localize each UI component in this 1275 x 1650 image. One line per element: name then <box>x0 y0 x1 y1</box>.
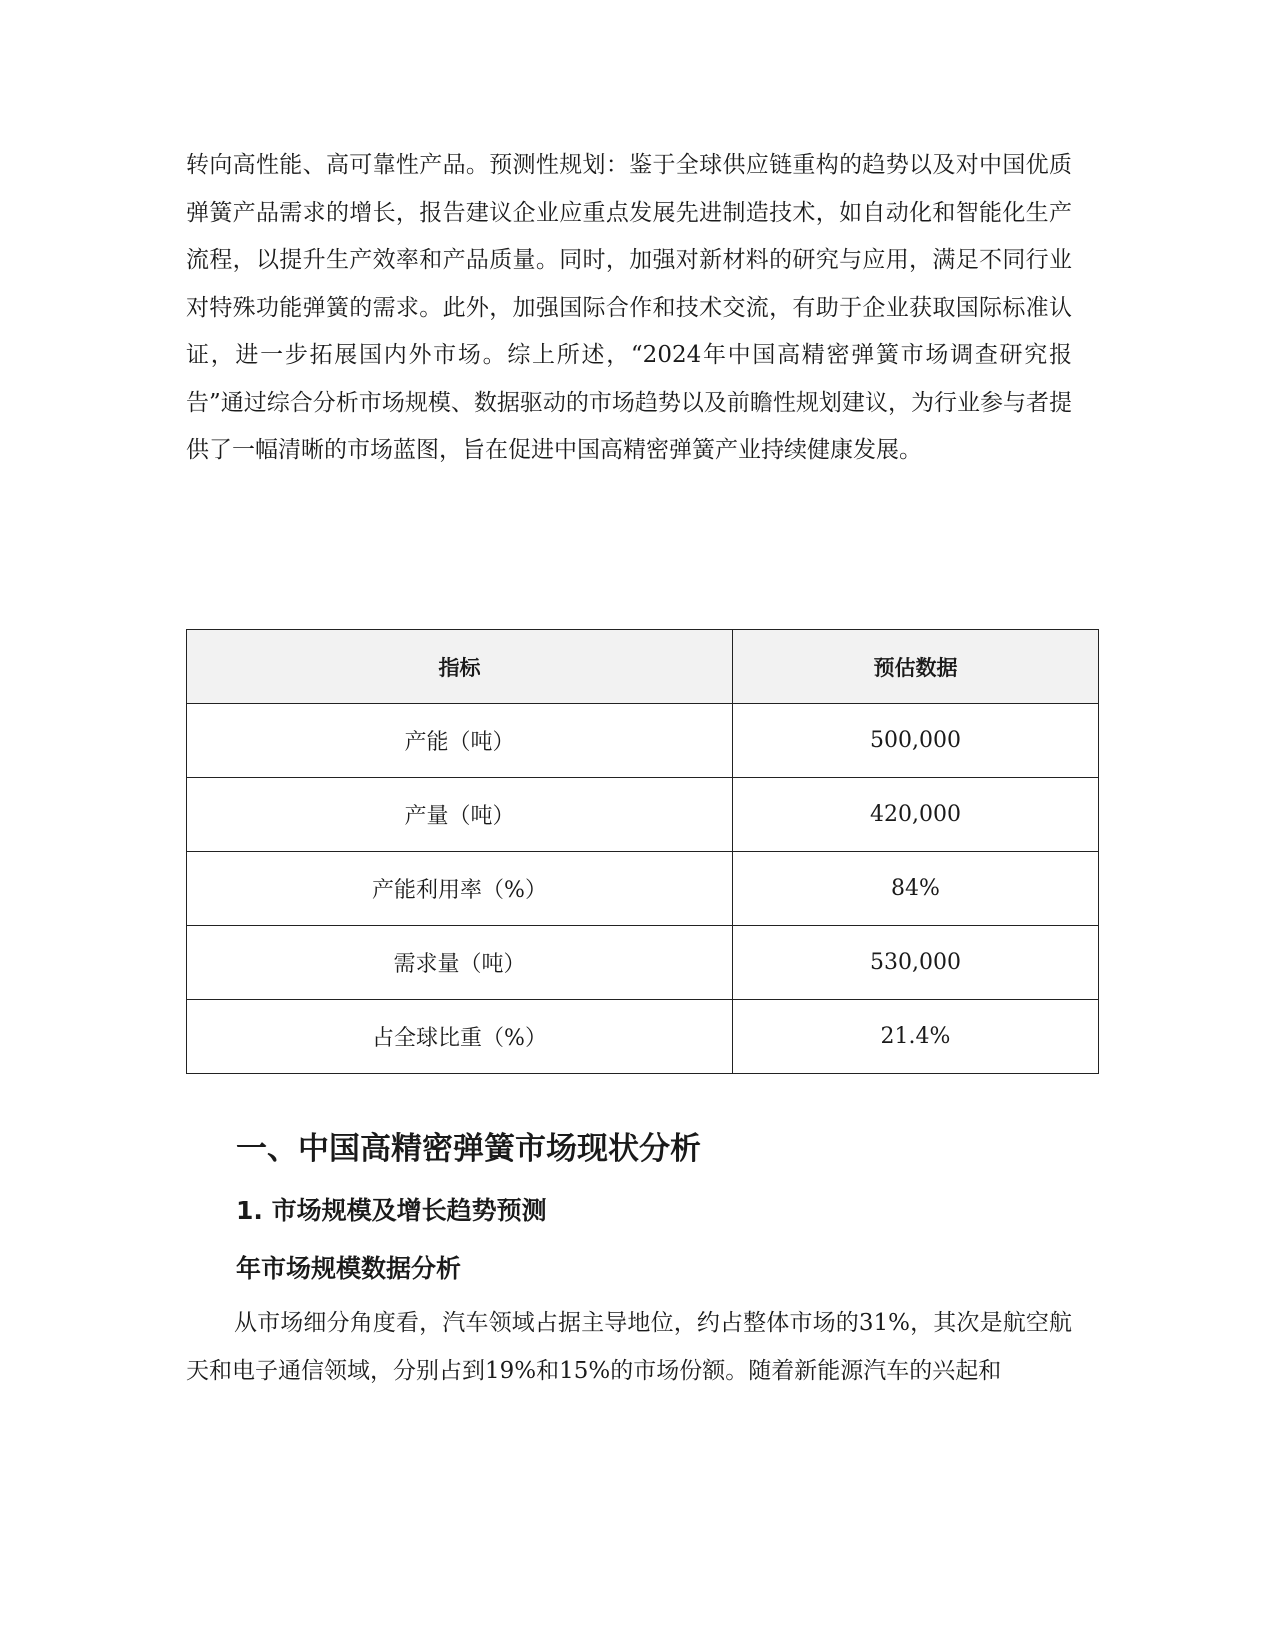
table-row <box>187 778 1099 852</box>
row-label: 需求量（吨） <box>187 926 733 1000</box>
section-heading: 一、中国高精密弹簧市场现状分析 <box>236 1131 701 1167</box>
column-header-indicator: 指标 <box>187 630 733 704</box>
table-row <box>187 1000 1099 1074</box>
row-value: 84% <box>733 852 1099 926</box>
table-row <box>187 926 1099 1000</box>
body-paragraph: 从市场细分角度看，汽车领域占据主导地位，约占整体市场的31%，其次是航空航天和电子通信领域，分别占到19%和15%的市场份额。随着新能源汽车的兴起和 <box>186 1310 1072 1384</box>
row-value: 21.4% <box>733 1000 1099 1074</box>
column-header-estimate: 预估数据 <box>733 630 1099 704</box>
row-label: 产能利用率（%） <box>187 852 733 926</box>
subsection-heading: 1. 市场规模及增长趋势预测 <box>236 1196 547 1225</box>
row-value: 420,000 <box>733 778 1099 852</box>
table-row <box>187 704 1099 778</box>
intro-paragraph: 转向高性能、高可靠性产品。预测性规划：鉴于全球供应链重构的趋势以及对中国优质弹簧产品需求的增长，报告建议企业应重点发展先进制造技术，如自动化和智能化生产流程，以提升生产效率和产品质量。同时，加强对新材料的研究与应用，满足不同行业对特殊功能弹簧的需求。此外，加强国际合作和技术交流，有助于企业获取国际标准认证，进一步拓展国内外市场。综上所述，“2024年中国高精密弹簧市场调查研究报告”通过综合分析市场规模、数据驱动的市场趋势以及前瞻性规划建议，为行业参与者提供了一幅清晰的市场蓝图，旨在促进中国高精密弹簧产业持续健康发展。 <box>186 152 1072 463</box>
statistics-table <box>186 629 1099 1074</box>
row-label: 产能（吨） <box>187 704 733 778</box>
sub-subsection-heading: 年市场规模数据分析 <box>236 1254 462 1283</box>
row-label: 产量（吨） <box>187 778 733 852</box>
row-value: 500,000 <box>733 704 1099 778</box>
row-label: 占全球比重（%） <box>187 1000 733 1074</box>
statistics-table-wrapper <box>186 629 1098 1074</box>
table-header-row <box>187 630 1099 704</box>
table-row <box>187 852 1099 926</box>
row-value: 530,000 <box>733 926 1099 1000</box>
